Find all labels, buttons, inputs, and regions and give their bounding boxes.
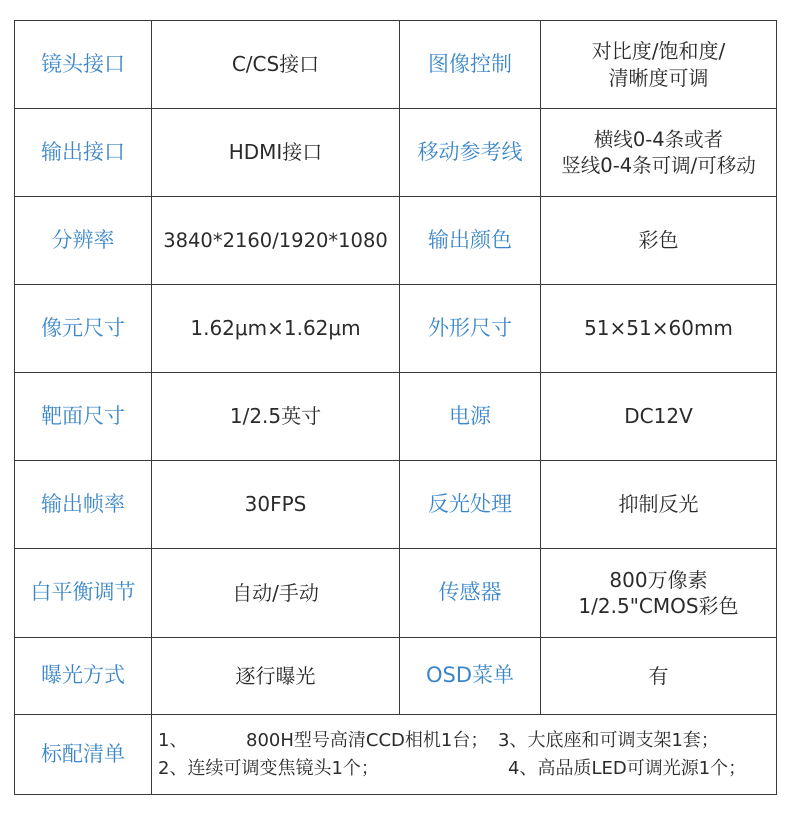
spec-row-white-balance [15, 549, 777, 638]
spec-key [400, 461, 541, 549]
spec-key-text: 输出接口 [41, 139, 125, 164]
package-line-1 [158, 727, 776, 755]
spec-value [152, 638, 400, 715]
spec-row-output-interface [15, 109, 777, 197]
spec-value [152, 373, 400, 461]
spec-value [152, 461, 400, 549]
spec-row-lens-interface [15, 21, 777, 109]
spec-value-text: HDMI接口 [228, 140, 323, 165]
spec-key-text: 输出帧率 [41, 491, 125, 516]
spec-value-text: 自动/手动 [232, 580, 319, 605]
spec-value-text: 1/2.5"CMOS彩色 [578, 594, 739, 618]
spec-value [152, 197, 400, 285]
spec-value [541, 285, 777, 373]
spec-row-package [15, 715, 777, 795]
spec-value-text: 对比度/饱和度/ [591, 39, 726, 64]
spec-key-text: 靶面尺寸 [41, 403, 125, 428]
spec-key [15, 109, 152, 197]
spec-value-text: 彩色 [638, 228, 679, 253]
spec-key-text: 移动参考线 [417, 139, 523, 164]
spec-value-text: 800万像素 [609, 567, 708, 592]
package-item-1: 800H型号高清CCD相机1台； [246, 729, 489, 751]
spec-value-text: 51×51×60mm [584, 316, 733, 341]
spec-key-text: 反光处理 [428, 491, 512, 516]
spec-key-text: 分辨率 [51, 227, 115, 252]
spec-row-pixel-size [15, 285, 777, 373]
package-label [15, 715, 152, 795]
spec-value [541, 461, 777, 549]
spec-key [15, 21, 152, 109]
spec-key [400, 373, 541, 461]
spec-value [152, 109, 400, 197]
spec-key [400, 549, 541, 638]
spec-value-text: 抑制反光 [618, 492, 699, 517]
package-label-text: 标配清单 [41, 741, 125, 766]
spec-value [541, 549, 777, 638]
spec-value-text: 横线0-4条或者 [593, 127, 724, 151]
spec-key [15, 461, 152, 549]
spec-value [152, 21, 400, 109]
spec-key-text: 传感器 [438, 580, 502, 605]
spec-value [541, 109, 777, 197]
spec-key-text: 电源 [449, 403, 491, 428]
spec-key [400, 285, 541, 373]
spec-value-text: 1/2.5英寸 [229, 404, 322, 429]
spec-key-text: 图像控制 [428, 51, 512, 76]
spec-row-frame-rate [15, 461, 777, 549]
spec-key-text: 白平衡调节 [30, 580, 136, 605]
spec-key-text: 镜头接口 [41, 51, 125, 76]
package-item-3: 3、大底座和可调支架1套； [498, 729, 719, 751]
spec-value-text: 清晰度可调 [608, 65, 709, 90]
package-line-2 [158, 755, 776, 783]
spec-value [541, 197, 777, 285]
package-contents [152, 715, 777, 795]
spec-key [400, 197, 541, 285]
spec-key-text: 外形尺寸 [428, 315, 512, 340]
spec-row-exposure [15, 638, 777, 715]
package-item-2: 2、连续可调变焦镜头1个； [158, 757, 379, 779]
spec-value [541, 21, 777, 109]
spec-key-text: 曝光方式 [41, 663, 125, 688]
spec-value-text: C/CS接口 [231, 52, 320, 77]
spec-value-text: 3840*2160/1920*1080 [163, 228, 388, 252]
package-item-4: 4、高品质LED可调光源1个； [508, 757, 747, 779]
spec-key [15, 638, 152, 715]
spec-value [152, 285, 400, 373]
spec-key [15, 197, 152, 285]
spec-value-text: 竖线0-4条可调/可移动 [561, 153, 756, 177]
spec-row-resolution [15, 197, 777, 285]
spec-row-sensor-size [15, 373, 777, 461]
spec-table [14, 20, 777, 795]
spec-key-text: 输出颜色 [428, 227, 512, 252]
spec-key-text: OSD菜单 [425, 663, 515, 688]
package-item-1-number: 1、 [158, 729, 188, 751]
spec-value-text: 有 [648, 663, 669, 688]
spec-key [400, 21, 541, 109]
spec-key [400, 109, 541, 197]
spec-key [400, 638, 541, 715]
spec-value-text: 1.62μm×1.62μm [190, 316, 361, 341]
spec-value [541, 373, 777, 461]
spec-value-text: DC12V [624, 404, 693, 429]
spec-value-text: 逐行曝光 [235, 663, 316, 688]
spec-key-text: 像元尺寸 [41, 315, 125, 340]
spec-value [152, 549, 400, 638]
spec-value [541, 638, 777, 715]
spec-value-text: 30FPS [244, 492, 307, 517]
spec-key [15, 549, 152, 638]
spec-key [15, 285, 152, 373]
spec-key [15, 373, 152, 461]
